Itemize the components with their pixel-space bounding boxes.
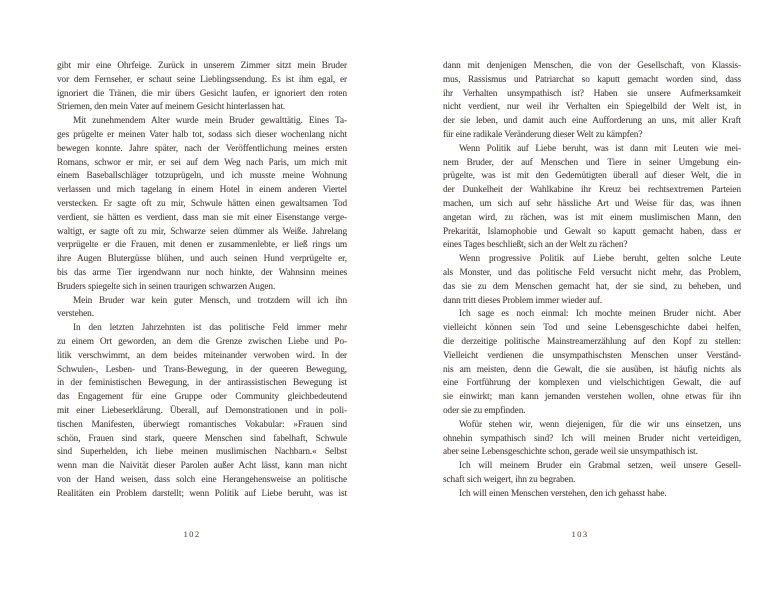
text-line [443,253,741,267]
text-line-content: tischen Manifesten, überwiegt romantisches Vokabular: »Frauen sind [57,419,347,430]
text-line [443,488,741,502]
text-line [443,433,741,447]
text-line-content: Wenn Politik auf Liebe beruht, was ist dann mit Leuten wie mei- [459,143,741,154]
text-line [443,281,741,295]
text-line [57,267,347,281]
text-line-content: dann mit denjenigen Menschen, die von der Gesellschaft, von Klassis- [443,61,741,71]
text-line [443,322,741,336]
text-line-content: prügelte, was ist mit den Gedemütigten überall auf dieser Welt, die in [443,171,741,182]
text-line-content: dann tritt dieses Problem immer wieder auf. [443,295,603,306]
text-line [443,212,741,226]
text-line [57,212,347,226]
text-line [57,336,347,350]
text-line-content: das sie zu dem Menschen gemacht hat, der sie sind, zu beheben, und [443,281,741,292]
text-line-content: für eine radikale Veränderung dieser Welt zu kämpfen? [443,129,643,140]
text-line-content: gibt mir eine Ohrfeige. Zurück in unserem Zimmer sitzt mein Bruder [57,61,347,71]
text-line [443,129,741,143]
text-line-content: litik verschwimmt, an dem beides miteinander verwoben wird. In der [57,350,347,361]
text-line [57,377,347,391]
text-line-content: Bruders spiegelte sich in seinen traurigen schwarzen Augen. [57,281,276,292]
text-line [57,446,347,460]
text-line [57,281,347,295]
text-line-content: vor dem Fernseher, er schaut seine Lieblingssendung. Es ist ihm egal, er [57,74,347,85]
text-line [57,239,347,253]
text-line [57,295,347,309]
text-line [57,322,347,336]
text-line [443,239,741,253]
text-line-content: in der feministischen Bewegung, in der antirassistischen Bewegung ist [57,378,347,389]
text-line-content: der sie leben, und damit auch eine Aufforderung an uns, mit aller Kraft [443,116,741,127]
text-line [57,226,347,240]
text-line [443,170,741,184]
text-line-content: aber seine Lebensgeschichte schon, gerade weil sie unsympathisch ist. [443,447,698,458]
text-line-content: machen, um sich auf sehr hässliche Art und Weise für das, was ihnen [443,198,741,209]
text-line [57,460,347,474]
text-line-content: eines Tages beschließt, sich an der Welt zu rächen? [443,240,628,251]
text-line [57,74,347,88]
text-line [57,433,347,447]
text-line [443,364,741,378]
text-line [443,474,741,488]
text-line-content: ohnehin sympathisch sind? Ich will meinen Bruder nicht verteidigen, [443,433,741,444]
text-line [443,267,741,281]
text-line-content: Wenn progressive Politik auf Liebe beruht, gelten solche Leute [459,254,741,265]
text-line [443,405,741,419]
text-line-content: Realitäten ein Problem darstellt; wenn Politik auf Liebe beruht, was ist [57,488,347,499]
text-line-content: der Dunkelheit der Wahlkabine ihr Kreuz bei rechtsextremen Parteien [443,185,741,196]
text-line [443,226,741,240]
text-line [57,184,347,198]
text-line-content: ges prügelte er meinen Vater halb tot, sodass sich dieser wochenlang nicht [57,129,347,140]
text-line-content: Ich will meinem Bruder ein Grabmal setzen, weil unsere Gesell- [459,461,741,472]
text-line [57,101,347,115]
page-left-text-block [57,60,347,502]
text-line [443,198,741,212]
text-line [443,336,741,350]
text-line [443,60,741,74]
text-line [443,391,741,405]
text-line-content: nicht verdient, nur weil ihr Verhalten ein Spiegelbild der Welt ist, in [443,102,741,113]
page-right-text-block [443,60,741,502]
text-line-content: angetan wird, zu rächen, was ist mit einem muslimischen Mann, den [443,212,741,223]
text-line-content: Striemen, den mein Vater auf meinem Gesicht hinterlassen hat. [57,102,286,113]
text-line [57,60,347,74]
text-line [443,308,741,322]
text-line [57,391,347,405]
text-line [443,377,741,391]
text-line [57,308,347,322]
text-line-content: mit einer Liebeserklärung. Überall, auf Demonstrationen und in poli- [57,405,347,416]
text-line-content: zu einem Ort geworden, an dem die Grenze zwischen Liebe und Po- [57,336,347,347]
text-line-content: verprügelte er die Frauen, mit denen er zusammenlebte, er ließ rings um [57,240,347,251]
text-line-content: bewegen konnte. Jahre später, nach der Veröffentlichung meines ersten [57,143,347,154]
text-line [443,295,741,309]
text-line-content: waltigt, er sagte oft zu mir, Schwarze seien dümmer als Weiße. Jahrelang [57,226,347,237]
text-line [443,115,741,129]
text-line [57,488,347,502]
text-line-content: wenn man die Naivität dieser Parolen außer Acht lässt, kann man nicht [57,461,347,472]
text-line [57,364,347,378]
text-line-content: vielleicht können sein Tod und seine Lebensgeschichte dabei helfen, [443,323,741,334]
text-line-content: verstehen. [57,309,94,320]
text-line-content: einem Baseballschläger totzuprügeln, und ich musste meine Wohnung [57,171,347,182]
text-line-content: Wofür stehen wir, wenn diejenigen, für die wir uns einsetzen, uns [459,419,741,430]
text-line-content: Romans, schwor er mir, er sei auf dem Weg nach Paris, um mich mit [57,157,347,168]
text-line-content: eine Fortführung der komplexen und vielschichtigen Gewalt, die auf [443,378,741,389]
text-line [443,184,741,198]
text-line [57,115,347,129]
text-line-content: bis das arme Tier irgendwann nur noch hinkte, der Wahnsinn meines [57,267,347,278]
text-line-content: die derzeitige politische Mainstreamerzählung auf den Kopf zu stellen: [443,336,741,347]
text-line [57,170,347,184]
text-line-content: Mit zunehmendem Alter wurde mein Bruder gewalttätig. Eines Ta- [73,116,347,127]
text-line [443,446,741,460]
text-line-content: Schwulen-, Lesben- und Trans-Bewegung, in der queeren Bewegung, [57,364,347,375]
text-line-content: sind Superhelden, ich liebe meinen muslimischen Nachbarn.« Selbst [57,447,347,458]
text-line [57,88,347,102]
text-line [443,350,741,364]
text-line-content: Prekarität, Islamophobie und Gewalt so kaputt gemacht haben, dass er [443,226,741,237]
page-right-folio: 103 [571,529,589,539]
text-line [443,74,741,88]
text-line-content: als Monster, und das politische Feld versucht nicht mehr, das Problem, [443,267,741,278]
text-line-content: mus, Rassismus und Patriarchat so kaputt gemacht worden sind, dass [443,74,741,85]
text-line [57,143,347,157]
text-line [57,405,347,419]
text-line-content: Vielleicht verdienen die unsympathischsten Menschen unser Verständ- [443,350,741,361]
text-line [443,88,741,102]
text-line-content: Mein Bruder war kein guter Mensch, und trotzdem will ich ihn [73,295,347,306]
text-line-content: In den letzten Jahrzehnten ist das politische Feld immer mehr [73,323,347,334]
text-line [57,253,347,267]
text-line-content: nis am meisten, denn die Gewalt, die sie ausüben, ist häufig nichts als [443,364,741,375]
text-line-content: schön, Frauen sind stark, queere Menschen sind fabelhaft, Schwule [57,433,347,444]
text-line-content: nem Bruder, der auf Menschen und Tiere in seiner Umgebung ein- [443,157,741,168]
text-line [443,460,741,474]
text-line-content: Ich will einen Menschen verstehen, den ich gehasst habe. [459,488,667,499]
text-line-content: schaft sich weigert, ihn zu begraben. [443,474,576,485]
text-line [443,157,741,171]
text-line-content: das Engagement für eine Gruppe oder Community gleichbedeutend [57,392,347,403]
text-line-content: verlassen und mich tagelang in einem Hotel in einem anderen Viertel [57,185,347,196]
text-line [57,419,347,433]
text-line [57,157,347,171]
text-line-content: verstecken. Er sagte oft zu mir, Schwule hätten einen gewaltsamen Tod [57,198,347,209]
text-line [443,101,741,115]
text-line-content: verdient, sie hätten es verdient, dass man sie mit einer Eisenstange verge- [57,212,347,223]
text-line [57,129,347,143]
text-line-content: oder sie zu empfinden. [443,405,526,416]
text-line [57,198,347,212]
text-line-content: sie einwirkt; man kann jemanden verstehen wollen, ohne etwas für ihn [443,392,741,403]
text-line [57,474,347,488]
text-line-content: ignoriert die Tränen, die mir übers Gesicht laufen, er ignoriert den roten [57,88,347,99]
page-left-folio: 102 [183,529,201,539]
text-line-content: von der Hand weisen, dass solch eine Herangehensweise an politische [57,474,347,485]
text-line-content: Ich sage es noch einmal: Ich mochte meinen Bruder nicht. Aber [459,309,741,320]
text-line-content: ihre Augen Blutergüsse blühen, und auch seinen Hund verprügelte er, [57,254,347,265]
text-line [57,350,347,364]
text-line [443,143,741,157]
text-line-content: ihr Verhalten unsympathisch ist? Haben sie unsere Aufmerksamkeit [443,88,741,99]
text-line [443,419,741,433]
